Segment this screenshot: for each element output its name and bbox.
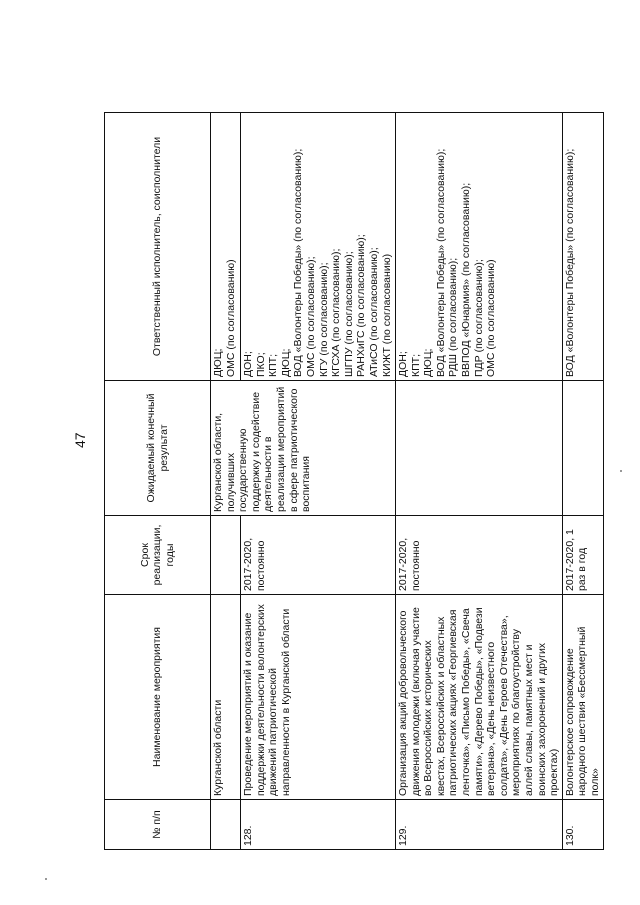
row-term: 2017-2020, 1 раз в год: [562, 516, 603, 595]
executor-item: КИЖТ (по согласованию): [380, 253, 393, 377]
page-number: 47: [72, 432, 88, 448]
row-num: 130.: [562, 800, 603, 850]
row-result-part-1: Курганской области, получивших государственную поддержку и содействие: [212, 391, 262, 512]
executor-item: ДОН;: [242, 351, 254, 377]
header-name: Наименование мероприятия: [105, 595, 211, 800]
row-result-part-2: деятельности в реализации мероприятий в сфере патриотического воспитания: [262, 386, 313, 512]
executor-item: КПТ;: [267, 354, 280, 377]
scan-speck: [45, 878, 47, 880]
executor-item: ДЮЦ;: [279, 348, 292, 377]
header-result: Ожидаемый конечный результат: [105, 381, 211, 516]
row-executors: [562, 113, 603, 381]
header-term: Срок реализации, годы: [105, 516, 211, 595]
row-result: [396, 381, 563, 516]
executor-item: КГУ (по согласованию);: [317, 262, 330, 377]
measures-table: [104, 112, 604, 850]
row-term: 2017-2020, постоянно: [241, 516, 396, 595]
row-name: Волонтерское сопровождение народного шествия «Бессмертный полк»: [562, 595, 603, 800]
executor-item: ВОД «Волонтеры Победы» (по согласованию);: [434, 148, 447, 377]
executor-item: ОМС (по согласованию): [224, 259, 237, 377]
row-term: 2017-2020, постоянно: [396, 516, 563, 595]
executor-item: ВВПОД «Юнармия» (по согласованию);: [459, 182, 472, 377]
row-num: 129.: [396, 800, 563, 850]
table-row: [211, 113, 241, 850]
rotated-page-content: [104, 113, 604, 850]
executor-item: ДЮЦ;: [212, 348, 224, 377]
executor-item: ПКО;: [254, 352, 267, 377]
table-header-row: [105, 113, 211, 850]
row-name: Организация акций добровольческого движения молодежи (включая участие во Всероссийских исторических квестах, Всероссийских и областных патриотических акциях «Георгиевская ленточка», «Письмо Победы», «Свеча памяти», «Дерево Победы», «Подвези ветерана», «День неизвестного солдата», «День Героев Отечества», мероприятиях по благоустройству аллей славы, памятных мест и воинских захоронений и других проектах): [396, 595, 563, 800]
executor-item: ШГПУ (по согласованию);: [342, 251, 355, 377]
executor-item: ДЮЦ;: [422, 348, 435, 377]
header-executor: Ответственный исполнитель, соисполнители: [105, 113, 211, 381]
executor-item: ОМС (по согласованию): [485, 259, 498, 377]
row-executors: [241, 113, 396, 381]
table-row: [562, 113, 603, 850]
executor-item: АТиСО (по согласованию);: [367, 247, 380, 377]
row-result: [211, 381, 396, 516]
executor-item: ОМС (по согласованию);: [304, 256, 317, 377]
row-num: [211, 800, 241, 850]
executor-item: КПТ;: [409, 354, 422, 377]
executor-item: ПДР (по согласованию);: [472, 259, 485, 377]
executor-item: РАНХиГС (по согласованию);: [355, 234, 368, 377]
executor-item: КГСХА (по согласованию);: [330, 248, 343, 377]
header-num: № п/п: [105, 800, 211, 850]
table-row: [396, 113, 563, 850]
row-num: 128.: [241, 800, 396, 850]
row-name: Курганской области: [211, 595, 241, 800]
executor-item: ДОН;: [397, 351, 409, 377]
executor-item: ВОД «Волонтеры Победы» (по согласованию);: [563, 148, 576, 377]
executor-item: РДШ (по согласованию);: [447, 257, 460, 377]
row-name: Проведение мероприятий и оказание поддержки деятельности волонтерских движений патриотической направленности в Курганской области: [241, 595, 396, 800]
row-result: [562, 381, 603, 516]
executor-item: ВОД «Волонтеры Победы» (по согласованию);: [292, 148, 305, 377]
scan-speck: [620, 470, 622, 472]
row-executors: [211, 113, 241, 381]
row-term: [211, 516, 241, 595]
row-executors: [396, 113, 563, 381]
